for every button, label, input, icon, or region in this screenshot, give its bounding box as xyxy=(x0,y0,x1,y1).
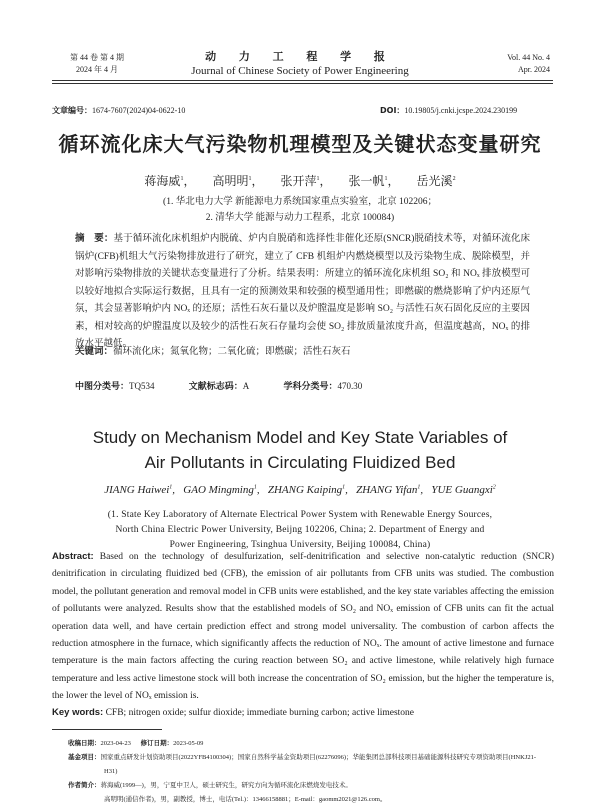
authors-en: JIANG Haiwei$^1$, GAO Mingming$^1$, ZHANG Kaiping$^1$, ZHANG Yifan$^1$, YUE Guangxi$^2$ xyxy=(104,484,496,496)
author-name: 高明明 xyxy=(212,174,249,188)
aff-mark: 1 xyxy=(342,484,346,491)
journal-name-en: Journal of Chinese Society of Power Engineering xyxy=(191,65,409,77)
aff-mark: 1 xyxy=(253,484,257,491)
date-cn: 2024 年 4 月 xyxy=(76,65,118,74)
abstract-text: 基于循环流化床机组炉内脱硫、炉内自脱硝和选择性非催化还原(SNCR)脱硝技术等，对循环流化床锅炉(CFB)机组大气污染物排放进行了研究，建立了 CFB 机组炉内燃烧模型以及污染物生成、脱除模型，并对影响污染物排放的关键状态变量进行了分析。结果表明：所建立的循环流化床机组 SO₂ 和 NOₓ 排放模型可以较好地拟合实际运行数据，且具有一定的预测效果和较强的模型通用性；即燃碳的燃烧影响了炉内还原气氛，其会显著影响炉内 NOₓ 的还原；活性石灰石量以及炉膛温度是影响 SO₂ 与活性石灰石固化反应的主要因素，相对较高的炉膛温度以及较少的活性石灰石存量均会使 SO₂ 排放质量浓度升高，但温度越高，NOₓ 的排放水平越低。 xyxy=(75,234,530,349)
abstract-text: Based on the technology of desulfurization, self-denitrification and selective non-catalytic reduction (SNCR) denitrification in circulating fluidized bed (CFB), the emission of air pollutants from CFB units was studied. The combustion model, the pollutant generation and removal model in CFB units were established, and the key state variables affecting the emission of pollutants were analyzed. Results show that the established models of SO₂ and NOₓ emission of CFB units can fit the actual operation data well, and have certain prediction effect and strong model universality. The combustion of carbon affects the reduction atmosphere in the furnace, which significantly affects the reduction of NOₓ. The amount of active limestone and furnace temperature is the main factors affecting the curing reaction between SO₂ and active limestone, while relatively high furnace temperature and less active limestone stock will both increase the concentration of SO₂ emission, but the higher the temperature is, the lower the level of NOₓ emission is. xyxy=(52,552,555,702)
header-rule xyxy=(52,80,553,84)
title-line: Air Pollutants in Circulating Fluidized Bed xyxy=(144,453,456,472)
affiliation-en: North China Electric Power University, Beijng 102206, China; 2. Department of Energy and xyxy=(115,525,485,535)
volume-cn: 第 44 卷 第 4 期 xyxy=(70,53,124,62)
aff-mark: 1 xyxy=(169,484,173,491)
author-name: 蒋海威 xyxy=(144,174,181,188)
label: 文章编号： xyxy=(52,106,92,115)
keywords-text: 循环流化床；氮氧化物；二氧化硫；即燃碳；活性石灰石 xyxy=(113,347,351,357)
author-name: GAO Mingming xyxy=(183,484,254,496)
title-cn: 循环流化床大气污染物机理模型及关键状态变量研究 xyxy=(58,134,542,156)
affiliation-en: Power Engineering, Tsinghua University, Beijing 100084, China) xyxy=(169,540,431,550)
keywords-cn xyxy=(75,343,351,357)
journal-name-cn: 动 力 工 程 学 报 xyxy=(205,51,395,63)
author-name: ZHANG Yifan xyxy=(356,484,418,496)
keywords-en xyxy=(52,707,414,718)
abstract-cn xyxy=(75,230,530,354)
value: 高明明(通信作者)，男，副教授，博士，电话(Tel.)：13466158881；E-mail：gaomm2021@126.com。 xyxy=(104,796,387,803)
label: 作者简介： xyxy=(68,781,101,789)
aff-mark: 2 xyxy=(492,484,496,491)
journal-name xyxy=(150,50,450,78)
author: 高明明$^1$， xyxy=(212,174,264,188)
author-name: 张开萍 xyxy=(280,174,317,188)
value: 2023-05-09 xyxy=(173,740,204,747)
author-name: JIANG Haiwei xyxy=(104,484,170,496)
aff-mark: 1 xyxy=(248,176,252,182)
author-name: 岳光溪 xyxy=(416,174,453,188)
clc-label: 中图分类号： xyxy=(75,382,130,392)
clc-value: TQ534 xyxy=(129,381,155,391)
affiliation-en: (1. State Key Laboratory of Alternate Electrical Power System with Renewable Energy Sources, xyxy=(107,510,493,520)
doc-code-value: A xyxy=(242,381,250,391)
abstract-label: 摘 要： xyxy=(75,233,114,244)
label: 收稿日期： xyxy=(68,739,101,747)
aff-mark: 1 xyxy=(316,176,320,182)
issue-info-en xyxy=(470,52,550,76)
aff-mark: 1 xyxy=(384,176,388,182)
value: 2023-04-23 xyxy=(100,740,131,747)
keywords-label: 关键词： xyxy=(75,346,114,357)
value: 1674-7607(2024)04-0622-10 xyxy=(92,106,186,115)
date-en: Apr. 2024 xyxy=(518,65,550,74)
title-en xyxy=(0,425,600,475)
affiliation-cn: (1. 华北电力大学 新能源电力系统国家重点实验室，北京 102206； xyxy=(163,197,437,207)
keywords-text: CFB; nitrogen oxide; sulfur dioxide; immediate burning carbon; active limestone xyxy=(105,708,415,718)
label: DOI： xyxy=(380,106,405,115)
footnote-dates xyxy=(68,736,548,751)
affiliation-cn: 2. 清华大学 能源与动力工程系，北京 100084) xyxy=(205,213,395,223)
abstract-label: Abstract: xyxy=(52,551,94,562)
author: 张开萍$^1$， xyxy=(280,174,332,188)
subject-value: 470.30 xyxy=(337,381,363,391)
value: 10.19805/j.cnki.jcspe.2024.230199 xyxy=(404,106,518,115)
article-number xyxy=(52,105,185,116)
author: 张一帆$^1$， xyxy=(348,174,400,188)
author-name: YUE Guangxi xyxy=(431,484,493,496)
label: 基金项目： xyxy=(68,753,101,761)
authors-cn xyxy=(0,172,600,189)
footnote-fund xyxy=(68,750,548,779)
aff-mark: 1 xyxy=(180,176,184,182)
subject-label: 学科分类号： xyxy=(283,382,338,392)
aff-mark: 1 xyxy=(417,484,421,491)
label: 修订日期： xyxy=(140,739,174,747)
issue-info-cn xyxy=(52,52,142,76)
value: 蒋海威(1999—)，男，宁夏中卫人，硕士研究生，研究方向为循环流化床燃烧发电技术。 xyxy=(100,782,352,789)
footnote-bio xyxy=(68,778,548,807)
value: 国家重点研发计划资助项目(2022YFB4100304)；国家自然科学基金资助项目(62276096)；华能集团总部科技项目基础能源科技研究专项资助项目(HNKJ21-H31) xyxy=(100,754,536,775)
classification xyxy=(75,379,362,392)
author-name: 张一帆 xyxy=(348,174,385,188)
aff-mark: 2 xyxy=(452,176,456,182)
title-line: Study on Mechanism Model and Key State Variables of xyxy=(92,428,508,447)
keywords-label: Key words: xyxy=(52,707,104,718)
abstract-en xyxy=(52,548,554,706)
author-name: ZHANG Kaiping xyxy=(267,484,343,496)
author xyxy=(417,174,456,188)
doi xyxy=(380,105,517,116)
author: 蒋海威$^1$， xyxy=(144,174,196,188)
footnote-rule xyxy=(52,729,162,730)
volume-en: Vol. 44 No. 4 xyxy=(507,53,550,62)
doc-code-label: 文献标志码： xyxy=(188,382,243,392)
